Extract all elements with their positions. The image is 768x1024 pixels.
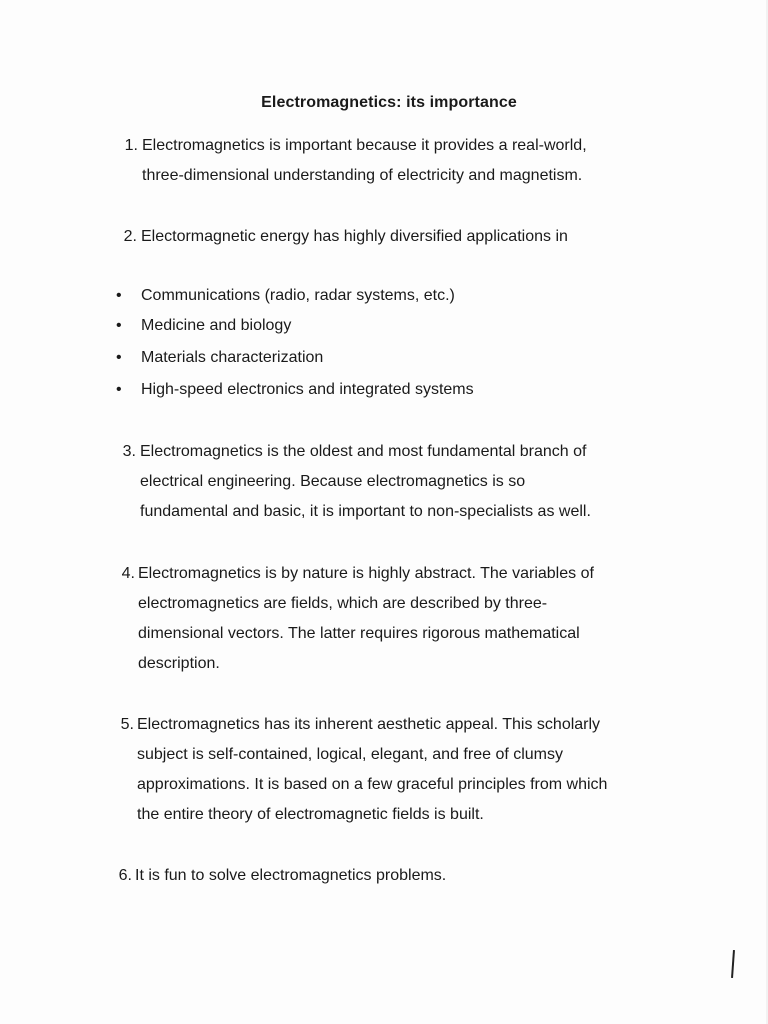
item-text [141,222,568,252]
bullet-text: Materials characterization [141,349,324,366]
item-line: electromagnetics are fields, which are described by three- [138,595,548,612]
item-text [138,559,594,679]
bullet-symbol: • [116,349,122,366]
item-number: 4. [121,565,135,582]
page-title: Electromagnetics: its importance [261,94,517,111]
item-line: the entire theory of electromagnetic fields is built. [137,806,484,823]
item-text [142,131,587,191]
item-line: description. [138,655,220,672]
item-line: dimensional vectors. The latter requires rigorous mathematical [138,625,580,642]
item-line: subject is self-contained, logical, elegant, and free of clumsy [137,746,564,763]
item-line: Electromagnetics is important because it provides a real-world, [142,137,587,154]
item-line: Electromagnetics is by nature is highly abstract. The variables of [138,565,594,582]
item-text [140,437,591,527]
pen-mark [731,950,735,978]
item-number: 5. [120,716,134,733]
item-number: 1. [124,137,138,154]
item-line: Electromagnetics has its inherent aesthetic appeal. This scholarly [137,716,601,733]
item-line: three-dimensional understanding of electricity and magnetism. [142,167,583,184]
bullet-text: High-speed electronics and integrated systems [141,381,474,398]
item-line: It is fun to solve electromagnetics problems. [135,867,447,884]
bullet-symbol: • [116,381,122,398]
item-text [137,710,607,830]
bullet-symbol: • [116,287,122,304]
item-line: electrical engineering. Because electromagnetics is so [140,473,526,490]
bullet-symbol: • [116,317,122,334]
bullet-text: Medicine and biology [141,317,292,334]
item-number: 3. [122,443,136,460]
item-line: fundamental and basic, it is important to non-specialists as well. [140,503,591,520]
item-line: Electormagnetic energy has highly diversified applications in [141,228,568,245]
bullet-text: Communications (radio, radar systems, etc.) [141,287,455,304]
item-text [135,861,446,891]
item-line: Electromagnetics is the oldest and most fundamental branch of [140,443,587,460]
item-number: 6. [118,867,132,884]
item-number: 2. [123,228,137,245]
item-line: approximations. It is based on a few graceful principles from which [137,776,608,793]
